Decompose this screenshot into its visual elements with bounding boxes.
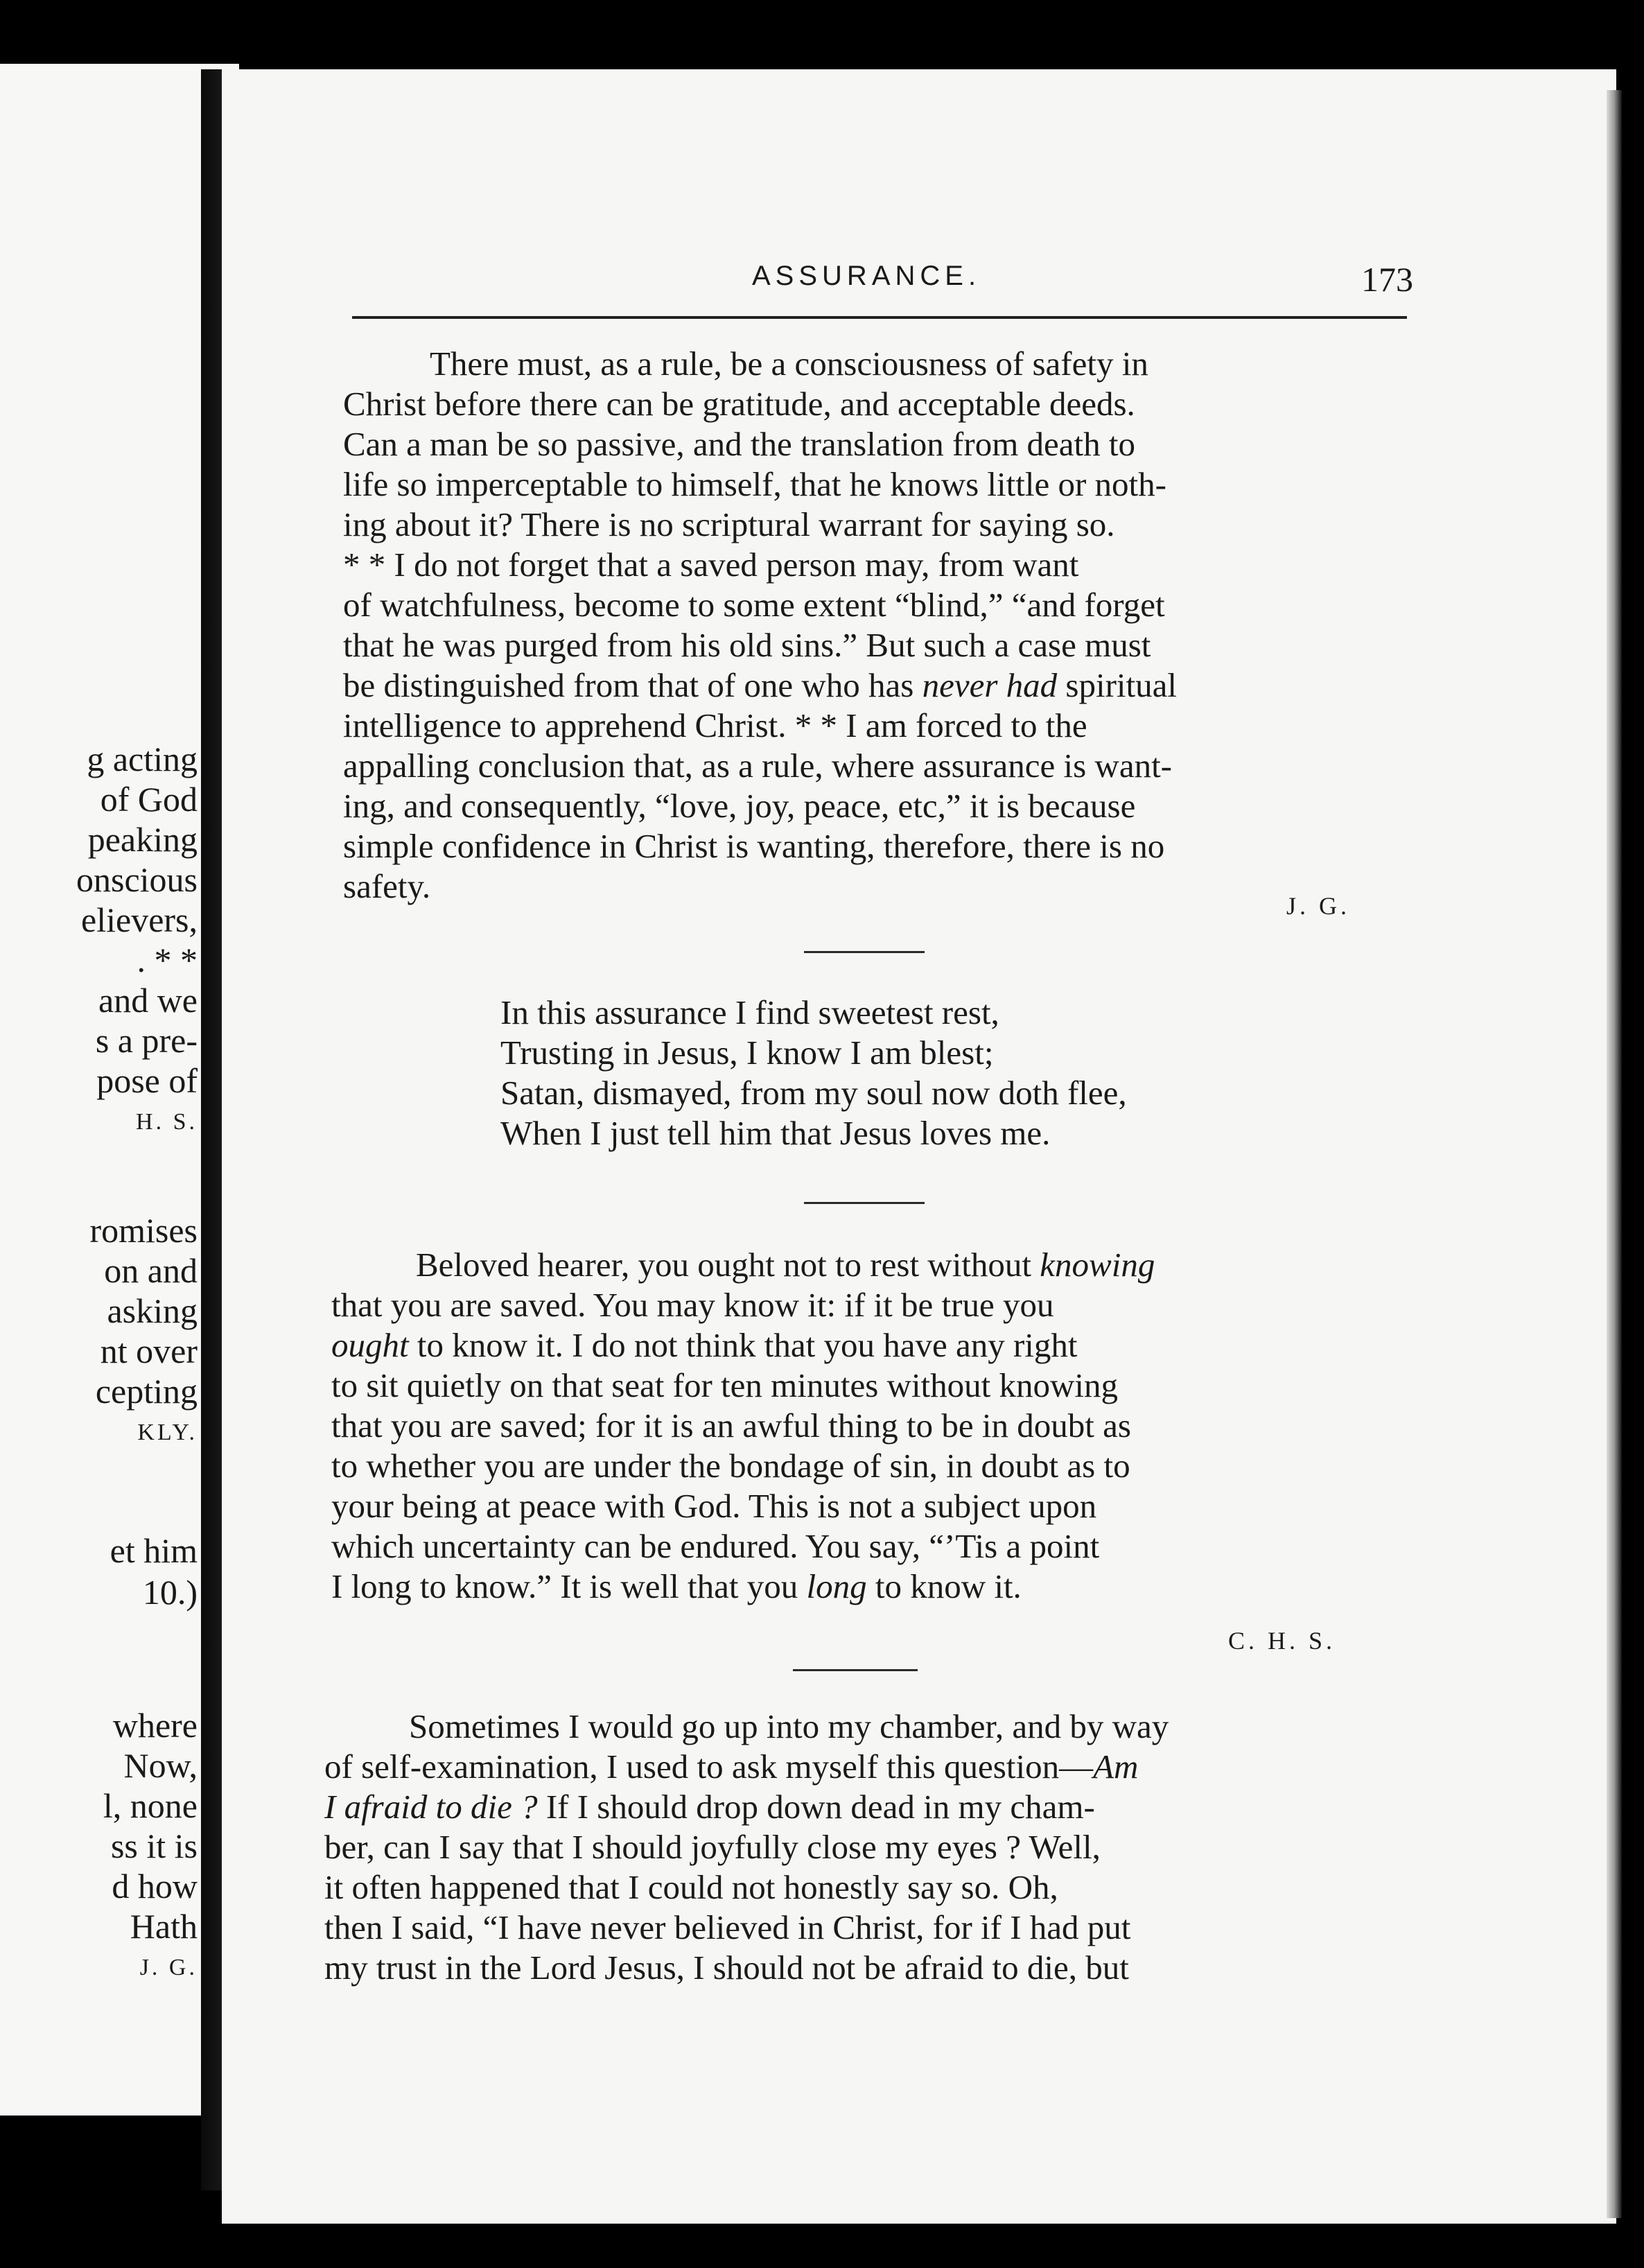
left-page-line: cepting	[95, 1372, 198, 1411]
left-page-line: . * *	[137, 941, 198, 979]
header-rule	[352, 316, 1407, 319]
left-page-line: nt over	[100, 1332, 198, 1370]
text-line: of self-examination, I used to ask myself this question—Am	[324, 1747, 1139, 1786]
left-page-line: et him	[110, 1531, 198, 1570]
section-divider	[793, 1669, 918, 1671]
signature: J. G.	[1286, 892, 1351, 920]
text-line: I long to know.” It is well that you long to know it.	[331, 1567, 1022, 1605]
text-line: * * I do not forget that a saved person may, from want	[343, 546, 1079, 584]
text-line: appalling conclusion that, as a rule, where assurance is want-	[343, 747, 1173, 785]
left-page-line: romises	[89, 1211, 198, 1250]
text-line: Christ before there can be gratitude, and acceptable deeds.	[343, 385, 1135, 423]
section-divider	[804, 1202, 925, 1204]
left-page-line: of God	[100, 780, 198, 819]
text-line: ing about it? There is no scriptural warrant for saying so.	[343, 505, 1115, 543]
text-line: simple confidence in Christ is wanting, therefore, there is no	[343, 827, 1165, 865]
text-line: safety.	[343, 867, 431, 905]
text-line: intelligence to apprehend Christ. * * I am forced to the	[343, 706, 1087, 744]
signature: C. H. S.	[1228, 1627, 1336, 1655]
left-page-line: ss it is	[110, 1826, 198, 1865]
text-line: There must, as a rule, be a consciousness of safety in	[430, 344, 1148, 383]
text-line: ought to know it. I do not think that you have any right	[331, 1326, 1078, 1364]
text-line: that you are saved; for it is an awful thing to be in doubt as	[331, 1406, 1131, 1445]
left-page-line: g acting	[87, 740, 198, 778]
text-line: Sometimes I would go up into my chamber, and by way	[409, 1707, 1169, 1745]
left-page-line: on and	[104, 1251, 198, 1290]
left-page-line: pose of	[96, 1061, 198, 1100]
page-edge	[1607, 90, 1622, 2218]
left-page-line: where	[112, 1706, 198, 1745]
text-line: be distinguished from that of one who has never had spiritual	[343, 666, 1178, 704]
left-page-line: and we	[98, 981, 198, 1020]
verse-line: When I just tell him that Jesus loves me.	[500, 1114, 1051, 1152]
verse-line: In this assurance I find sweetest rest,	[500, 993, 999, 1031]
left-page-line: onscious	[76, 860, 198, 899]
text-line: my trust in the Lord Jesus, I should not be afraid to die, but	[324, 1948, 1129, 1987]
text-line: ber, can I say that I should joyfully close my eyes ? Well,	[324, 1828, 1101, 1866]
verse-line: Satan, dismayed, from my soul now doth flee,	[500, 1074, 1127, 1112]
left-page-signature: J. G.	[139, 1955, 198, 1980]
text-line: that you are saved. You may know it: if it be true you	[331, 1286, 1054, 1324]
section-divider	[804, 951, 925, 953]
text-line: life so imperceptable to himself, that he knows little or noth-	[343, 465, 1166, 503]
left-page-line: peaking	[87, 820, 198, 859]
left-page-line: 10.)	[142, 1573, 198, 1612]
left-page-line: d how	[112, 1867, 198, 1905]
left-page-line: Hath	[130, 1907, 198, 1946]
text-line: which uncertainty can be endured. You say, “’Tis a point	[331, 1527, 1100, 1565]
text-line: I afraid to die ? If I should drop down dead in my cham-	[324, 1788, 1095, 1826]
text-line: to sit quietly on that seat for ten minutes without knowing	[331, 1366, 1119, 1404]
left-page-line: asking	[107, 1291, 198, 1330]
page-number: 173	[1361, 260, 1413, 299]
left-page-signature: H. S.	[136, 1109, 198, 1135]
running-header-title: ASSURANCE.	[752, 261, 981, 291]
text-line: that he was purged from his old sins.” But such a case must	[343, 626, 1151, 664]
text-line: ing, and consequently, “love, joy, peace, etc,” it is because	[343, 787, 1136, 825]
left-page-signature: KLY.	[137, 1420, 198, 1445]
text-line: of watchfulness, become to some extent “blind,” “and forget	[343, 586, 1165, 624]
verse-line: Trusting in Jesus, I know I am blest;	[500, 1033, 994, 1072]
left-page-line: l, none	[103, 1786, 198, 1825]
text-line: Beloved hearer, you ought not to rest without knowing	[416, 1246, 1155, 1284]
text-line: Can a man be so passive, and the translation from death to	[343, 425, 1136, 463]
text-line: to whether you are under the bondage of sin, in doubt as to	[331, 1447, 1130, 1485]
left-page-line: elievers,	[81, 900, 198, 939]
text-line: your being at peace with God. This is not a subject upon	[331, 1487, 1097, 1525]
left-page-line: s a pre-	[95, 1021, 198, 1060]
text-line: then I said, “I have never believed in Christ, for if I had put	[324, 1908, 1131, 1946]
text-line: it often happened that I could not honestly say so. Oh,	[324, 1868, 1058, 1906]
left-page-line: Now,	[123, 1746, 198, 1785]
